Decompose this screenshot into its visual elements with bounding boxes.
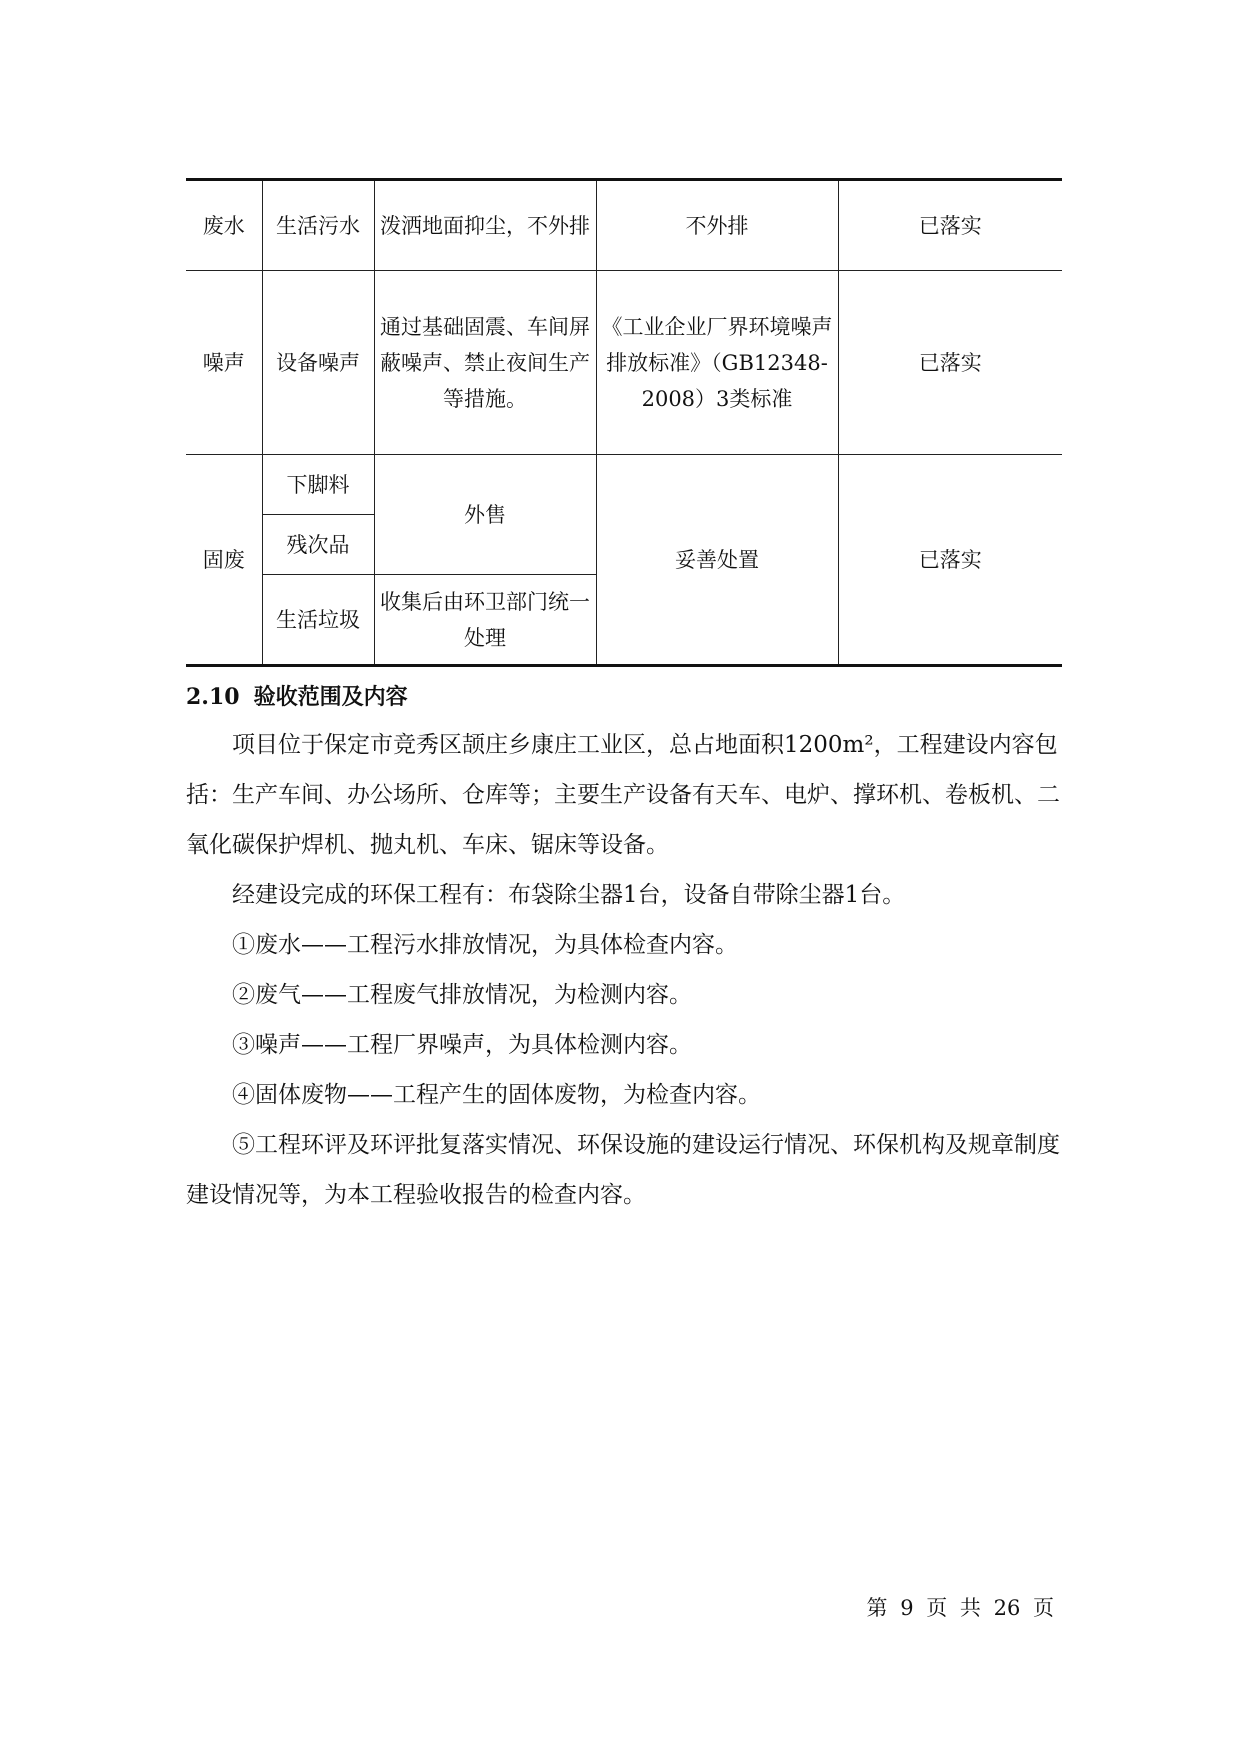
category-cell: 噪声 [186,271,262,455]
section-title: 验收范围及内容 [253,684,408,710]
category-cell: 固废 [186,455,262,666]
status-cell: 已落实 [838,455,1062,666]
section-heading [186,680,408,711]
standard-cell: 不外排 [596,180,838,271]
status-cell: 已落实 [838,271,1062,455]
standard-cell: 妥善处置 [596,455,838,666]
table-row [186,180,1062,271]
source-cell: 设备噪声 [262,271,374,455]
measure-cell: 外售 [374,455,596,575]
status-cell: 已落实 [838,180,1062,271]
body-text [186,720,1062,1220]
source-cell: 下脚料 [262,455,374,515]
measure-cell: 通过基础固震、车间屏蔽噪声、禁止夜间生产等措施。 [374,271,596,455]
source-cell: 生活垃圾 [262,575,374,666]
measure-cell: 收集后由环卫部门统一处理 [374,575,596,666]
paragraph: 项目位于保定市竞秀区颉庄乡康庄工业区，总占地面积1200m²，工程建设内容包括：生产车间、办公场所、仓库等；主要生产设备有天车、电炉、撑环机、卷板机、二氧化碳保护焊机、抛丸机、车床、锯床等设备。 [186,732,1060,858]
table-row [186,455,1062,515]
measure-cell: 泼洒地面抑尘，不外排 [374,180,596,271]
environmental-measures-table [186,178,1062,667]
category-cell: 废水 [186,180,262,271]
paragraph: ④固体废物——工程产生的固体废物，为检查内容。 [232,1082,761,1108]
table-row [186,271,1062,455]
paragraph: ⑤工程环评及环评批复落实情况、环保设施的建设运行情况、环保机构及规章制度建设情况等，为本工程验收报告的检查内容。 [186,1132,1060,1208]
source-cell: 生活污水 [262,180,374,271]
paragraph: 经建设完成的环保工程有：布袋除尘器1台，设备自带除尘器1台。 [232,882,906,908]
section-number: 2.10 [186,684,240,710]
page-number-footer: 第 9 页 共 26 页 [866,1596,1054,1620]
paragraph: ③噪声——工程厂界噪声，为具体检测内容。 [232,1032,692,1058]
paragraph: ②废气——工程废气排放情况，为检测内容。 [232,982,692,1008]
paragraph: ①废水——工程污水排放情况，为具体检查内容。 [232,932,738,958]
source-cell: 残次品 [262,515,374,575]
standard-cell: 《工业企业厂界环境噪声排放标准》（GB12348-2008）3类标准 [596,271,838,455]
